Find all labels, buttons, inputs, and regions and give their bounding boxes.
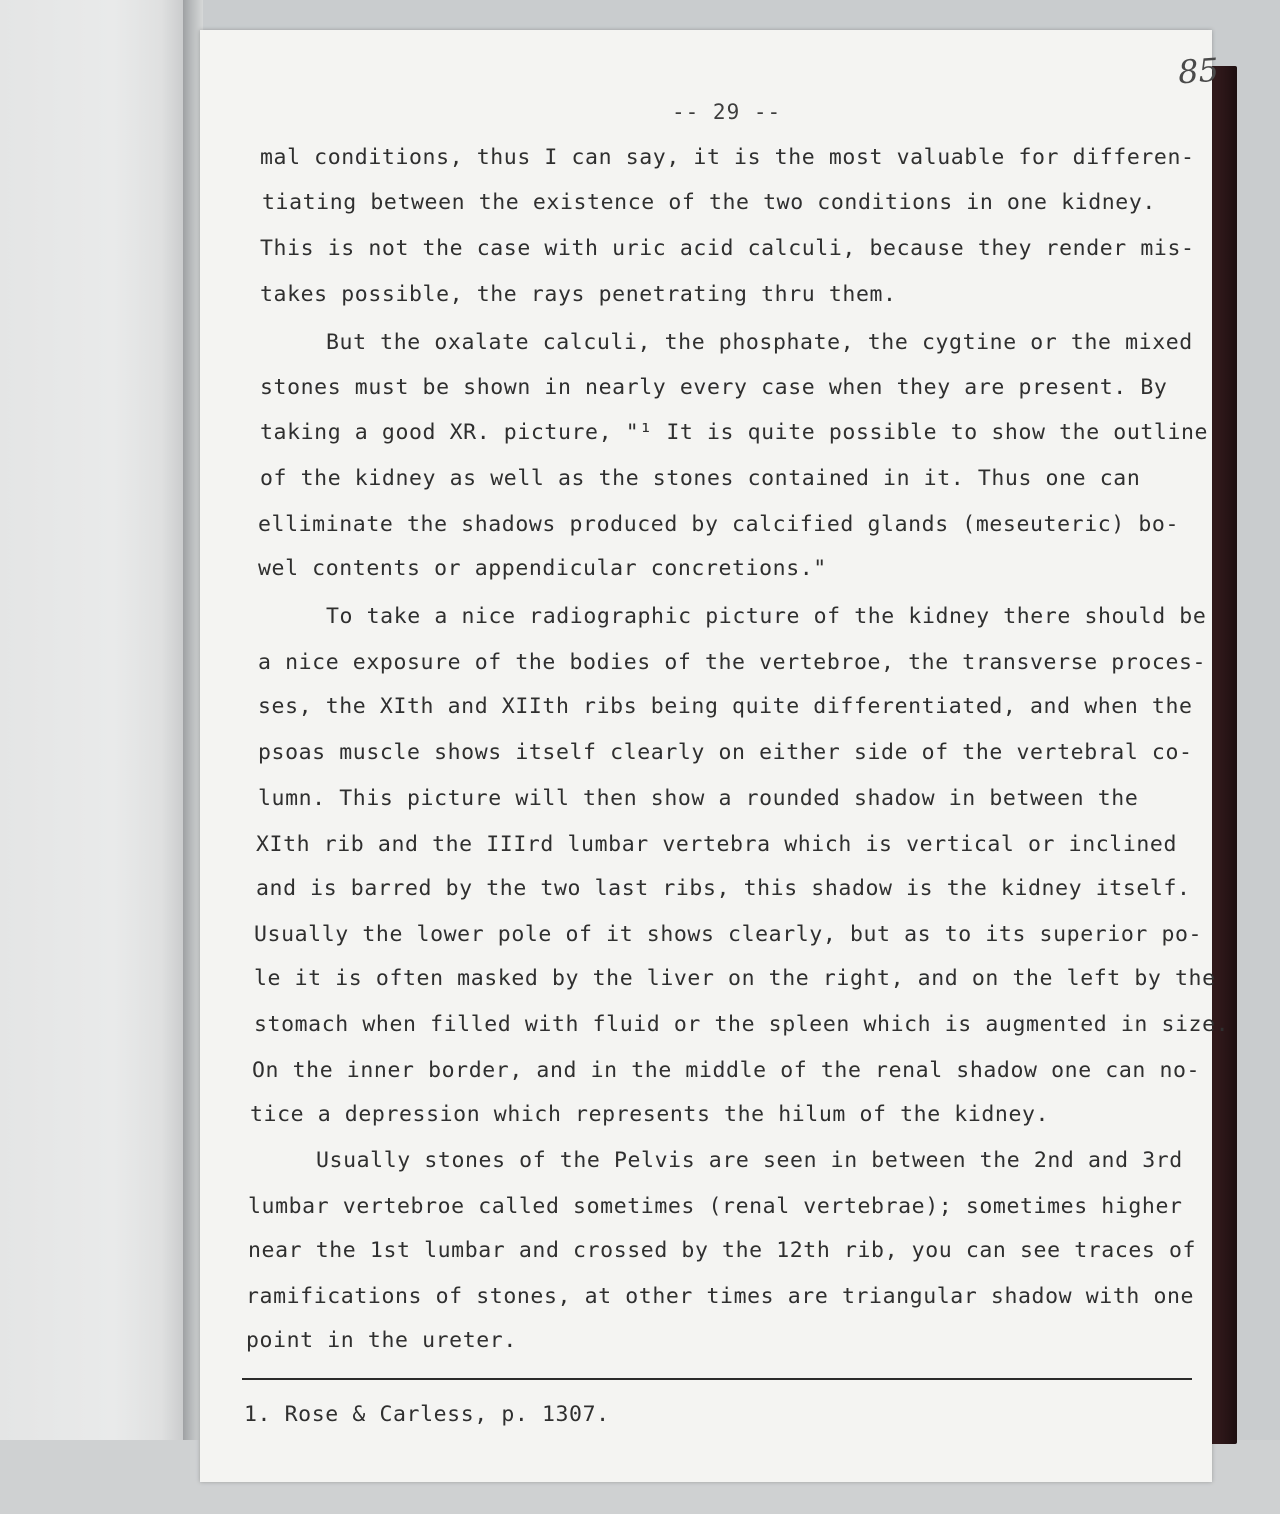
text-line: ses, the XIth and XIIth ribs being quite differentiated, and when the — [258, 694, 1193, 719]
text-line: Usually stones of the Pelvis are seen in between the 2nd and 3rd — [316, 1148, 1183, 1173]
text-line: wel contents or appendicular concretions." — [258, 556, 827, 581]
text-line: near the 1st lumbar and crossed by the 12th rib, you can see traces of — [248, 1238, 1197, 1263]
text-line: a nice exposure of the bodies of the vertebroe, the transverse proces- — [258, 650, 1207, 675]
text-line: point in the ureter. — [246, 1328, 517, 1353]
text-line: ramifications of stones, at other times are triangular shadow with one — [246, 1284, 1195, 1309]
text-line: stomach when filled with fluid or the spleen which is augmented in size. — [254, 1012, 1230, 1037]
footnote-rule — [242, 1378, 1192, 1380]
text-line: lumn. This picture will then show a rounded shadow in between the — [258, 786, 1139, 811]
folio-number: 85 — [1176, 50, 1220, 92]
text-line: takes possible, the rays penetrating thru them. — [260, 282, 897, 307]
text-line: mal conditions, thus I can say, it is the most valuable for differen- — [260, 145, 1195, 170]
text-line: tice a depression which represents the hilum of the kidney. — [250, 1102, 1050, 1127]
text-line: le it is often masked by the liver on the right, and on the left by the — [254, 966, 1216, 991]
text-line: and is barred by the two last ribs, this shadow is the kidney itself. — [256, 876, 1191, 901]
text-line: To take a nice radiographic picture of the kidney there should be — [326, 604, 1207, 629]
text-line: taking a good XR. picture, "¹ It is quite possible to show the outline — [260, 420, 1209, 445]
previous-page-edge — [0, 0, 190, 1514]
text-line: On the inner border, and in the middle of the renal shadow one can no- — [252, 1058, 1201, 1083]
text-line: of the kidney as well as the stones contained in it. Thus one can — [260, 466, 1141, 491]
text-line: elliminate the shadows produced by calcified glands (meseuteric) bo- — [258, 512, 1179, 537]
page-number: -- 29 -- — [672, 100, 782, 124]
footnote: 1. Rose & Carless, p. 1307. — [244, 1402, 610, 1427]
text-line: stones must be shown in nearly every case when they are present. By — [260, 375, 1168, 400]
text-line: This is not the case with uric acid calculi, because they render mis- — [260, 236, 1195, 261]
text-line: XIth rib and the IIIrd lumbar vertebra which is vertical or inclined — [256, 832, 1177, 857]
text-line: Usually the lower pole of it shows clearly, but as to its superior po- — [254, 922, 1203, 947]
text-line: lumbar vertebroe called sometimes (renal vertebrae); sometimes higher — [248, 1194, 1183, 1219]
text-line: tiating between the existence of the two conditions in one kidney. — [262, 190, 1156, 215]
text-line: But the oxalate calculi, the phosphate, the cygtine or the mixed — [326, 330, 1193, 355]
text-line: psoas muscle shows itself clearly on either side of the vertebral co- — [258, 740, 1193, 765]
